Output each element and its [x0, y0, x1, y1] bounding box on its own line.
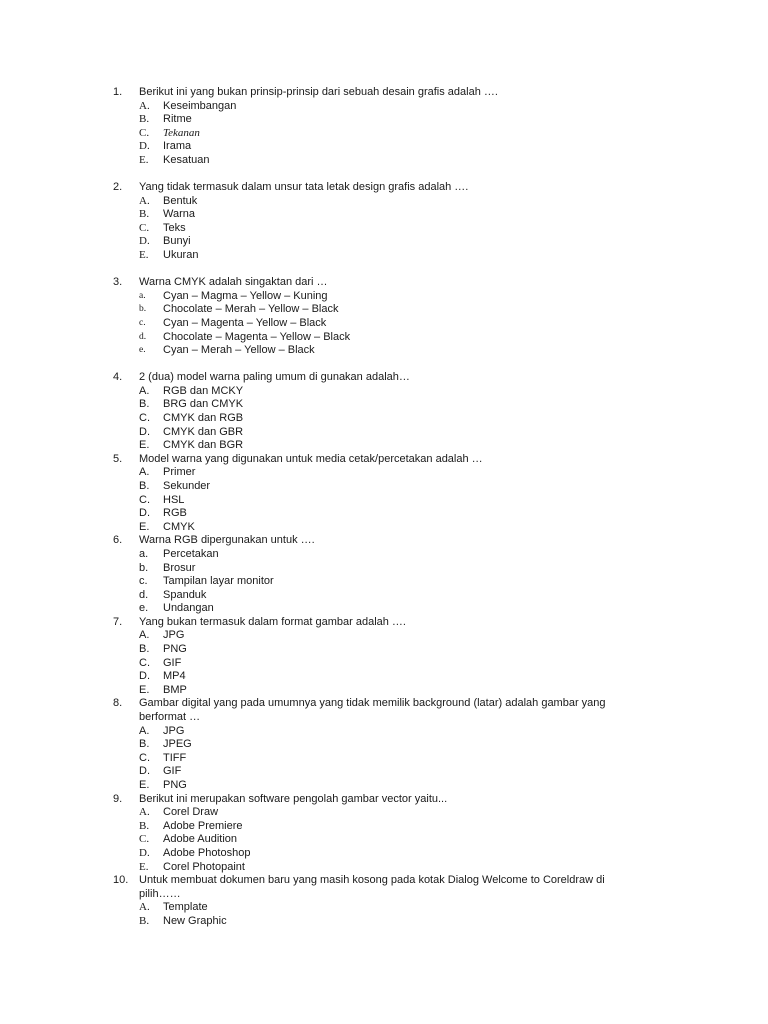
option-letter: c. — [139, 575, 148, 588]
question-item — [0, 616, 768, 698]
answer-option — [0, 140, 768, 154]
answer-option — [0, 765, 768, 779]
answer-option — [0, 562, 768, 576]
answer-option — [0, 466, 768, 480]
option-text: Tekanan — [163, 126, 200, 139]
option-text: Keseimbangan — [163, 99, 237, 112]
answer-option — [0, 806, 768, 820]
answer-option — [0, 779, 768, 793]
answer-option — [0, 915, 768, 929]
answer-option — [0, 290, 768, 304]
option-letter: B. — [139, 113, 150, 126]
option-text: GIF — [163, 656, 182, 669]
option-letter: b. — [139, 561, 149, 574]
answer-option — [0, 602, 768, 616]
option-list — [0, 629, 768, 697]
option-text: Brosur — [163, 561, 196, 574]
answer-option — [0, 195, 768, 209]
option-list — [0, 725, 768, 793]
option-list — [0, 290, 768, 358]
option-letter: A. — [139, 466, 150, 479]
option-letter: B. — [139, 208, 150, 221]
answer-option — [0, 385, 768, 399]
option-letter: C. — [139, 126, 150, 139]
option-text: Cyan – Magenta – Yellow – Black — [163, 316, 327, 329]
option-list — [0, 806, 768, 874]
option-letter: e. — [139, 602, 149, 615]
option-text: Kesatuan — [163, 153, 210, 166]
answer-option — [0, 235, 768, 249]
answer-option — [0, 575, 768, 589]
question-text: Yang bukan termasuk dalam format gambar adalah …. — [139, 615, 406, 628]
option-letter: e. — [139, 345, 146, 356]
answer-option — [0, 670, 768, 684]
option-text: Warna — [163, 208, 195, 221]
option-text: Corel Draw — [163, 806, 219, 819]
option-letter: B. — [139, 914, 150, 927]
option-letter: E. — [139, 153, 149, 166]
answer-option — [0, 861, 768, 875]
answer-option — [0, 344, 768, 358]
answer-option — [0, 426, 768, 440]
answer-option — [0, 725, 768, 739]
answer-option — [0, 657, 768, 671]
option-list — [0, 548, 768, 616]
option-text: Adobe Photoshop — [163, 846, 251, 859]
option-letter: A. — [139, 384, 150, 397]
option-letter: B. — [139, 819, 150, 832]
question-item — [0, 181, 768, 263]
option-letter: E. — [139, 860, 149, 873]
option-text: JPEG — [163, 738, 192, 751]
answer-option — [0, 127, 768, 141]
option-letter: D. — [139, 140, 150, 153]
option-letter: A. — [139, 724, 150, 737]
question-number: 8. — [113, 697, 123, 710]
option-text: CMYK dan GBR — [163, 425, 244, 438]
answer-option — [0, 412, 768, 426]
option-letter: B. — [139, 398, 150, 411]
option-letter: A. — [139, 629, 150, 642]
question-number: 6. — [113, 534, 123, 547]
option-letter: D. — [139, 765, 150, 778]
question-text: Berikut ini merupakan software pengolah gambar vector yaitu... — [139, 792, 448, 805]
answer-option — [0, 331, 768, 345]
option-letter: a. — [139, 547, 149, 560]
question-item — [0, 453, 768, 535]
answer-option — [0, 480, 768, 494]
question-list — [0, 86, 768, 929]
answer-option — [0, 847, 768, 861]
option-letter: E. — [139, 520, 150, 533]
option-letter: C. — [139, 833, 150, 846]
option-letter: D. — [139, 507, 150, 520]
option-text: Tampilan layar monitor — [163, 575, 274, 588]
option-letter: b. — [139, 304, 147, 315]
answer-option — [0, 100, 768, 114]
answer-option — [0, 684, 768, 698]
answer-option — [0, 222, 768, 236]
option-text: Adobe Premiere — [163, 819, 243, 832]
option-letter: A. — [139, 901, 150, 914]
question-item — [0, 86, 768, 168]
question-item — [0, 534, 768, 616]
option-text: Chocolate – Merah – Yellow – Black — [163, 303, 339, 316]
option-letter: C. — [139, 493, 150, 506]
question-text: Gambar digital yang pada umumnya yang tidak memilik background (latar) adalah gambar yang berformat … — [139, 697, 606, 724]
option-letter: E. — [139, 683, 150, 696]
answer-option — [0, 752, 768, 766]
question-number: 10. — [113, 874, 129, 887]
option-text: Sekunder — [163, 479, 211, 492]
option-text: Undangan — [163, 602, 214, 615]
answer-option — [0, 589, 768, 603]
option-letter: C. — [139, 656, 150, 669]
option-text: GIF — [163, 765, 182, 778]
option-text: BMP — [163, 683, 187, 696]
answer-option — [0, 643, 768, 657]
question-text: Warna RGB dipergunakan untuk …. — [139, 534, 315, 547]
option-list — [0, 901, 768, 928]
option-text: PNG — [163, 779, 187, 791]
option-text: Percetakan — [163, 547, 219, 560]
option-letter: c. — [139, 317, 146, 328]
option-text: PNG — [163, 643, 187, 656]
option-text: Cyan – Merah – Yellow – Black — [163, 344, 315, 357]
answer-option — [0, 507, 768, 521]
answer-option — [0, 548, 768, 562]
option-text: RGB — [163, 507, 187, 520]
question-number: 5. — [113, 452, 123, 465]
answer-option — [0, 833, 768, 847]
option-text: Ritme — [163, 113, 192, 126]
option-text: CMYK dan BGR — [163, 439, 244, 452]
option-text: Adobe Audition — [163, 833, 238, 846]
question-item — [0, 276, 768, 358]
answer-option — [0, 629, 768, 643]
option-text: Irama — [163, 140, 192, 153]
answer-option — [0, 521, 768, 535]
question-text: Yang tidak termasuk dalam unsur tata letak design grafis adalah …. — [139, 181, 469, 194]
option-text: HSL — [163, 493, 185, 506]
option-letter: C. — [139, 411, 150, 424]
answer-option — [0, 901, 768, 915]
question-text: Berikut ini yang bukan prinsip-prinsip dari sebuah desain grafis adalah …. — [139, 86, 498, 98]
question-number: 9. — [113, 792, 123, 805]
option-text: Corel Photopaint — [163, 860, 245, 873]
option-letter: d. — [139, 588, 149, 601]
option-letter: C. — [139, 221, 150, 234]
answer-option — [0, 208, 768, 222]
answer-option — [0, 820, 768, 834]
answer-option — [0, 439, 768, 453]
question-text: Untuk membuat dokumen baru yang masih kosong pada kotak Dialog Welcome to Coreldraw di pilih…… — [139, 874, 605, 900]
option-text: MP4 — [163, 670, 186, 683]
question-text: 2 (dua) model warna paling umum di gunakan adalah… — [139, 371, 410, 384]
option-letter: B. — [139, 479, 150, 492]
option-letter: D. — [139, 670, 150, 683]
answer-option — [0, 494, 768, 508]
question-item — [0, 793, 768, 875]
option-list — [0, 466, 768, 534]
option-letter: D. — [139, 846, 150, 859]
answer-option — [0, 303, 768, 317]
option-letter: a. — [139, 290, 146, 301]
option-list — [0, 195, 768, 263]
option-text: TIFF — [163, 751, 187, 764]
question-item — [0, 874, 768, 928]
option-letter: B. — [139, 643, 150, 656]
option-letter: C. — [139, 751, 150, 764]
option-letter: A. — [139, 194, 150, 207]
option-text: Primer — [163, 466, 196, 479]
answer-option — [0, 249, 768, 263]
option-text: Cyan – Magma – Yellow – Kuning — [163, 289, 328, 302]
option-list — [0, 100, 768, 168]
option-letter: A. — [139, 806, 150, 819]
option-letter: B. — [139, 738, 150, 751]
answer-option — [0, 738, 768, 752]
answer-option — [0, 113, 768, 127]
option-letter: A. — [139, 99, 150, 112]
option-text: Teks — [163, 221, 186, 234]
option-text: RGB dan MCKY — [163, 384, 244, 397]
answer-option — [0, 154, 768, 168]
question-item — [0, 697, 768, 792]
option-text: Bentuk — [163, 194, 198, 207]
question-number: 7. — [113, 615, 123, 628]
option-text: Bunyi — [163, 235, 191, 248]
question-text: Model warna yang digunakan untuk media cetak/percetakan adalah … — [139, 452, 483, 465]
option-text: Spanduk — [163, 588, 207, 601]
option-text: CMYK dan RGB — [163, 411, 244, 424]
option-text: JPG — [163, 629, 185, 642]
option-text: BRG dan CMYK — [163, 398, 244, 411]
question-number: 4. — [113, 371, 123, 384]
answer-option — [0, 398, 768, 412]
option-letter: E. — [139, 249, 149, 262]
option-text: Template — [163, 901, 208, 914]
question-number: 3. — [113, 276, 123, 289]
answer-option — [0, 317, 768, 331]
option-letter: E. — [139, 779, 150, 791]
option-text: Ukuran — [163, 249, 199, 262]
question-number: 1. — [113, 86, 123, 98]
option-text: JPG — [163, 724, 185, 737]
option-letter: d. — [139, 331, 147, 342]
option-text: New Graphic — [163, 914, 227, 927]
option-text: Chocolate – Magenta – Yellow – Black — [163, 330, 351, 343]
question-number: 2. — [113, 181, 123, 194]
option-letter: D. — [139, 425, 150, 438]
question-text: Warna CMYK adalah singaktan dari … — [139, 276, 328, 289]
option-letter: E. — [139, 439, 150, 452]
option-text: CMYK — [163, 520, 195, 533]
option-letter: D. — [139, 235, 150, 248]
option-list — [0, 385, 768, 453]
question-item — [0, 371, 768, 453]
